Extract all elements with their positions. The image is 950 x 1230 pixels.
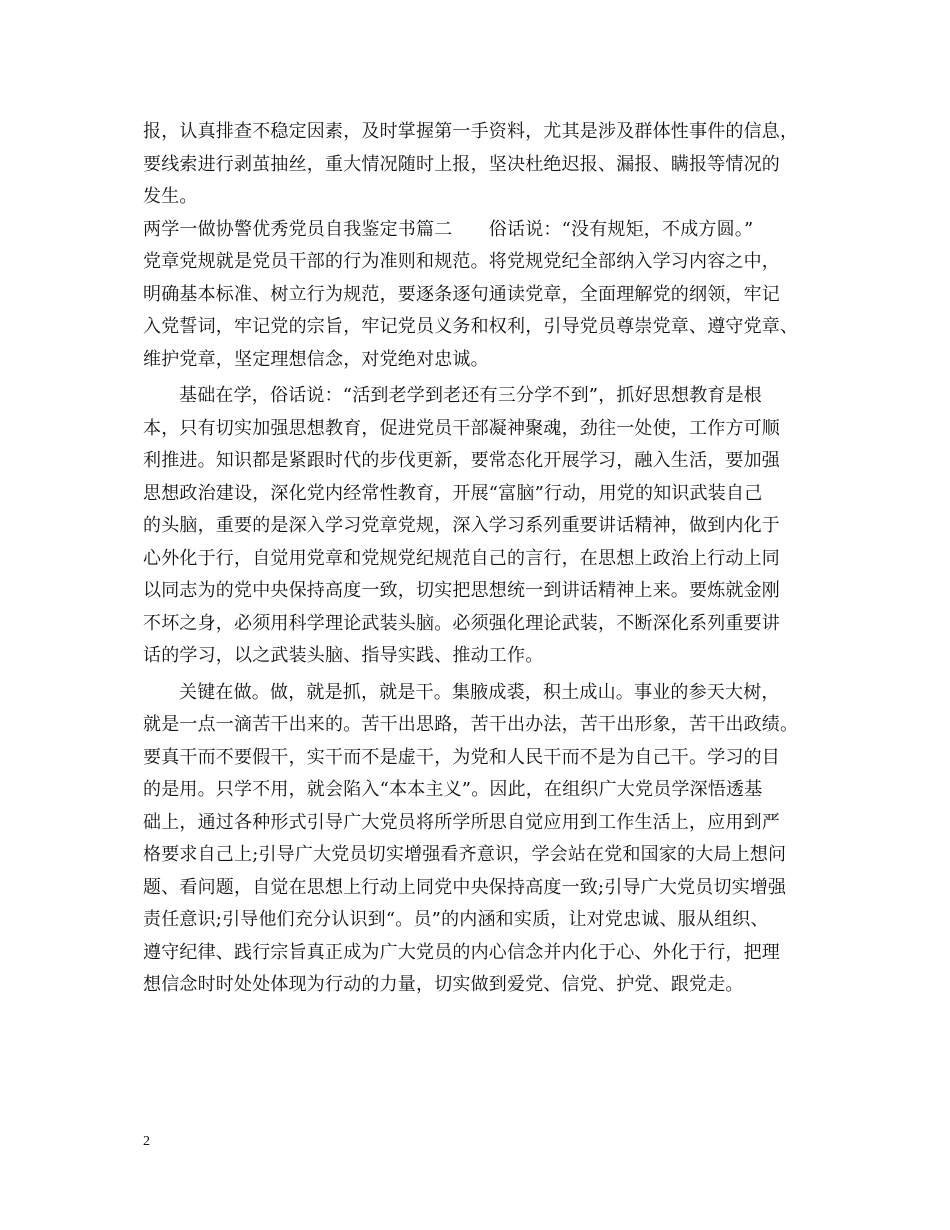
text-line: 发生。 [143, 186, 198, 207]
page-number: 2 [143, 1134, 150, 1149]
text-line: 利推进。知识都是紧跟时代的步伐更新，要常态化开展学习，融入生活，要加强 [143, 450, 780, 471]
text-line: 基础在学，俗话说：“活到老学到老还有三分学不到”，抓好思想教育是根 [179, 385, 763, 406]
text-line: 的头脑，重要的是深入学习党章党规，深入学习系列重要讲话精神，做到内化于 [143, 515, 780, 536]
text-line: 报，认真排查不稳定因素，及时掌握第一手资料，尤其是涉及群体性事件的信息， [143, 121, 799, 142]
paragraph-2 [143, 214, 823, 377]
text-line: 格要求自己上;引导广大党员切实增强看齐意识，学会站在党和国家的大局上想问 [143, 844, 787, 865]
paragraph-4 [143, 677, 823, 1002]
paragraph-3 [143, 380, 823, 673]
text-line: 遵守纪律、践行宗旨真正成为广大党员的内心信念并内化于心、外化于行，把理 [143, 941, 780, 963]
document-body [143, 116, 823, 1002]
section-heading-line: 两学一做协警优秀党员自我鉴定书篇二 俗话说：“没有规矩，不成方圆。” [143, 218, 754, 240]
text-line: 要线索进行剥茧抽丝，重大情况随时上报，坚决杜绝迟报、漏报、瞒报等情况的 [143, 153, 780, 175]
paragraph-1 [143, 116, 823, 214]
text-line: 题、看问题，自觉在思想上行动上同党中央保持高度一致;引导广大党员切实增强 [143, 876, 787, 898]
text-line: 责任意识;引导他们充分认识到“。员”的内涵和实质，让对党忠诚、服从组织、 [143, 909, 769, 930]
text-line: 心外化于行，自觉用党章和党规党纪规范自己的言行，在思想上政治上行动上同 [143, 547, 780, 569]
text-line: 关键在做。做，就是抓，就是干。集腋成裘，积土成山。事业的参天大树， [179, 681, 780, 703]
text-line: 础上，通过各种形式引导广大党员将所学所思自觉应用到工作生活上，应用到严 [143, 811, 780, 833]
text-line: 思想政治建设，深化党内经常性教育，开展“富脑”行动，用党的知识武装自己 [143, 482, 763, 504]
text-line: 入党誓词，牢记党的宗旨，牢记党员义务和权利，引导党员尊崇党章、遵守党章、 [143, 316, 799, 337]
text-line: 党章党规就是党员干部的行为准则和规范。将党规党纪全部纳入学习内容之中， [143, 251, 780, 272]
text-line: 想信念时时处处体现为行动的力量，切实做到爱党、信党、护党、跟党走。 [143, 974, 744, 995]
text-line: 维护党章，坚定理想信念，对党绝对忠诚。 [143, 348, 489, 370]
text-line: 的是用。只学不用，就会陷入“本本主义”。因此，在组织广大党员学深悟透基 [143, 779, 763, 800]
text-line: 就是一点一滴苦干出来的。苦干出思路，苦干出办法，苦干出形象，苦干出政绩。 [143, 714, 799, 735]
text-line: 不坏之身，必须用科学理论武装头脑。必须强化理论武装，不断深化系列重要讲 [143, 612, 780, 634]
text-line: 本，只有切实加强思想教育，促进党员干部凝神聚魂，劲往一处使，工作方可顺 [143, 417, 780, 439]
text-line: 要真干而不要假干，实干而不是虚干，为党和人民干而不是为自己干。学习的目 [143, 746, 780, 768]
text-line: 话的学习，以之武装头脑、指导实践、推动工作。 [143, 645, 544, 666]
text-line: 明确基本标准、树立行为规范，要逐条逐句通读党章，全面理解党的纲领，牢记 [143, 283, 780, 305]
text-line: 以同志为的党中央保持高度一致，切实把思想统一到讲话精神上来。要炼就金刚 [143, 580, 780, 601]
